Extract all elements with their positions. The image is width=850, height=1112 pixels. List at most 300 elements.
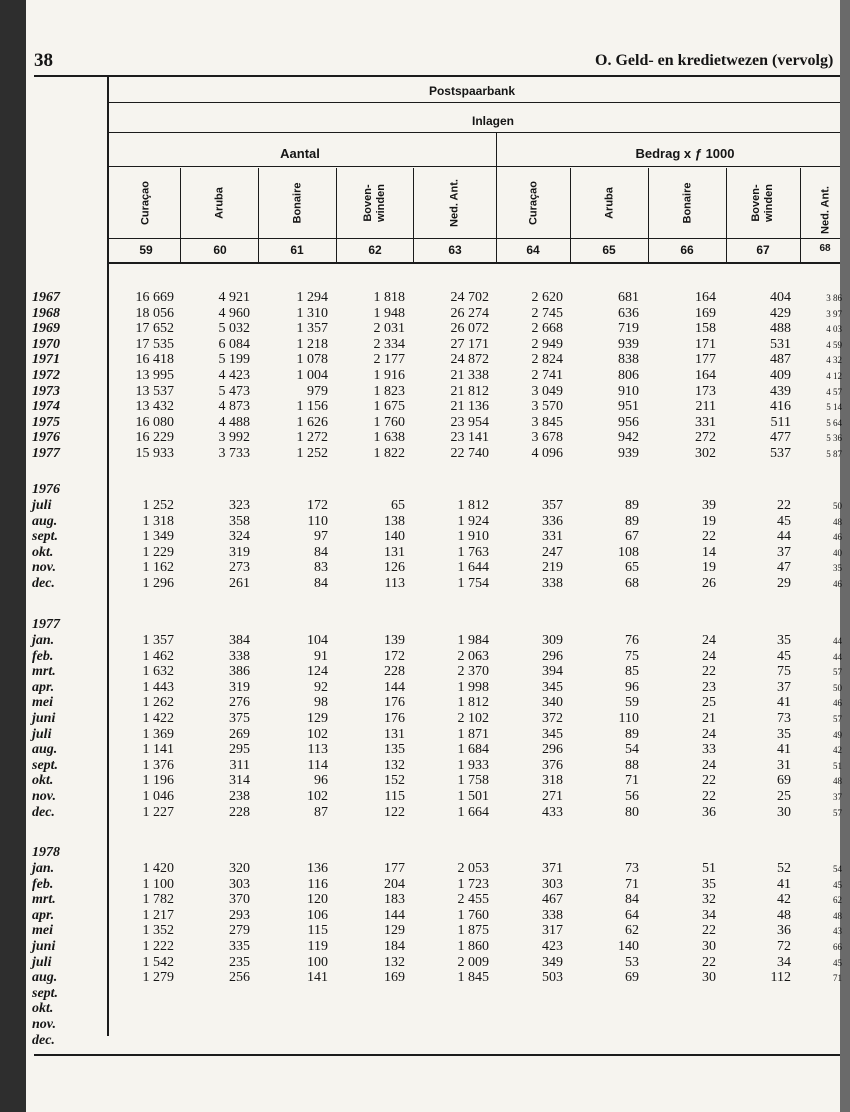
table-cell: 51 xyxy=(833,760,842,771)
table-cell: 73 xyxy=(625,861,639,876)
table-cell: 272 xyxy=(695,430,716,446)
table-cell: 204 xyxy=(384,876,405,892)
table-row xyxy=(0,514,850,530)
table-cell: 238 xyxy=(229,789,250,804)
table-cell: 323 xyxy=(229,498,250,513)
table-cell: 17 652 xyxy=(135,321,174,337)
col-sep xyxy=(648,168,649,262)
table-cell: 345 xyxy=(542,679,563,695)
table-cell: 27 171 xyxy=(450,336,489,352)
rule-under-aantal xyxy=(108,166,496,167)
row-label: juni xyxy=(32,939,56,954)
group-title: 1976 xyxy=(32,482,60,497)
col-label-aruba-bedrag: Aruba xyxy=(603,187,616,219)
row-label: sept. xyxy=(32,985,59,1001)
table-cell: 256 xyxy=(229,970,250,986)
table-cell: 45 xyxy=(777,648,791,664)
table-cell: 537 xyxy=(770,446,791,461)
table-cell: 4 03 xyxy=(826,324,842,335)
table-cell: 467 xyxy=(542,892,563,908)
table-cell: 96 xyxy=(625,679,639,695)
table-cell: 37 xyxy=(777,679,791,695)
table-cell: 1 760 xyxy=(373,414,405,430)
table-cell: 273 xyxy=(229,560,250,576)
table-cell: 335 xyxy=(229,939,250,954)
table-cell: 1 217 xyxy=(142,907,174,923)
col-sep xyxy=(726,168,727,262)
table-cell: 1 310 xyxy=(296,305,328,321)
col-label-nedant-bedrag: Ned. Ant. xyxy=(819,186,832,234)
table-cell: 30 xyxy=(777,804,791,820)
table-cell: 21 812 xyxy=(450,383,489,399)
table-cell: 22 xyxy=(702,789,716,804)
table-cell: 247 xyxy=(542,544,563,560)
table-cell: 50 xyxy=(833,501,842,511)
row-label: dec. xyxy=(32,804,55,820)
table-cell: 44 xyxy=(833,651,842,662)
table-cell: 22 xyxy=(702,664,716,680)
table-cell: 46 xyxy=(833,579,842,589)
table-cell: 2 370 xyxy=(457,664,489,680)
table-row xyxy=(0,633,850,649)
table-cell: 176 xyxy=(384,695,405,711)
table-cell: 1 376 xyxy=(142,757,174,773)
row-label: mei xyxy=(32,923,53,939)
top-rule xyxy=(34,75,840,77)
row-label: 1968 xyxy=(32,305,60,321)
table-cell: 36 xyxy=(777,923,791,939)
table-cell: 1 156 xyxy=(296,399,328,415)
row-label: 1971 xyxy=(32,352,60,368)
table-cell: 1 422 xyxy=(142,711,174,726)
table-cell: 169 xyxy=(695,305,716,321)
header-bedrag: Bedrag x ƒ 1000 xyxy=(635,146,735,161)
table-cell: 1 196 xyxy=(142,773,174,789)
table-row xyxy=(0,711,850,727)
table-row xyxy=(0,399,850,415)
table-cell: 71 xyxy=(625,773,639,789)
table-cell: 4 921 xyxy=(218,290,250,305)
table-cell: 1 542 xyxy=(142,954,174,970)
table-cell: 293 xyxy=(229,907,250,923)
row-label: 1970 xyxy=(32,336,60,352)
col-number: 61 xyxy=(290,243,304,257)
row-label: 1967 xyxy=(32,290,60,305)
table-cell: 1 162 xyxy=(142,560,174,576)
table-cell: 164 xyxy=(695,368,716,383)
table-cell: 45 xyxy=(777,513,791,529)
table-cell: 14 xyxy=(702,544,716,560)
table-cell: 16 080 xyxy=(135,414,174,430)
table-cell: 1 875 xyxy=(457,923,489,939)
table-cell: 141 xyxy=(307,970,328,986)
table-cell: 1 638 xyxy=(373,430,405,446)
table-cell: 48 xyxy=(833,910,842,921)
col-label-aruba-aantal: Aruba xyxy=(213,187,226,219)
table-cell: 112 xyxy=(770,970,791,986)
table-cell: 110 xyxy=(307,513,328,529)
table-cell: 1 845 xyxy=(457,970,489,986)
table-cell: 681 xyxy=(618,290,639,305)
table-cell: 228 xyxy=(384,664,405,680)
row-label: apr. xyxy=(32,679,55,695)
table-cell: 1 272 xyxy=(296,430,328,446)
table-cell: 129 xyxy=(384,923,405,939)
table-cell: 5 87 xyxy=(826,449,842,459)
table-cell: 113 xyxy=(384,576,405,591)
table-cell: 372 xyxy=(542,711,563,726)
table-cell: 2 031 xyxy=(373,321,405,337)
table-cell: 122 xyxy=(384,804,405,820)
table-cell: 2 063 xyxy=(457,648,489,664)
table-cell: 21 136 xyxy=(450,399,489,415)
table-cell: 42 xyxy=(833,745,842,756)
table-cell: 345 xyxy=(542,726,563,742)
table-cell: 22 xyxy=(702,954,716,970)
table-cell: 67 xyxy=(625,529,639,545)
col-sep xyxy=(413,168,414,262)
table-cell: 1 763 xyxy=(457,544,489,560)
table-cell: 120 xyxy=(307,892,328,908)
table-cell: 16 229 xyxy=(135,430,174,446)
table-cell: 57 xyxy=(833,667,842,678)
col-sep xyxy=(336,168,337,262)
table-cell: 296 xyxy=(542,742,563,758)
table-cell: 1 357 xyxy=(142,633,174,648)
table-row xyxy=(0,384,850,400)
table-cell: 54 xyxy=(833,864,842,874)
table-cell: 124 xyxy=(307,664,328,680)
col-number: 62 xyxy=(368,243,382,257)
table-cell: 1 760 xyxy=(457,907,489,923)
table-cell: 25 xyxy=(702,695,716,711)
table-cell: 37 xyxy=(777,544,791,560)
table-cell: 1 916 xyxy=(373,368,405,383)
table-cell: 16 418 xyxy=(135,352,174,368)
table-row xyxy=(0,290,850,306)
table-cell: 3 570 xyxy=(531,399,563,415)
table-cell: 311 xyxy=(229,757,250,773)
table-cell: 64 xyxy=(625,907,639,923)
table-cell: 36 xyxy=(702,804,716,820)
table-cell: 303 xyxy=(229,876,250,892)
table-cell: 910 xyxy=(618,383,639,399)
table-cell: 53 xyxy=(625,954,639,970)
table-cell: 3 845 xyxy=(531,414,563,430)
table-cell: 97 xyxy=(314,529,328,545)
table-cell: 3 733 xyxy=(218,446,250,461)
table-row xyxy=(0,908,850,924)
table-cell: 42 xyxy=(777,892,791,908)
table-row xyxy=(0,352,850,368)
row-label: 1969 xyxy=(32,321,60,337)
table-cell: 309 xyxy=(542,633,563,648)
table-cell: 32 xyxy=(702,892,716,908)
table-cell: 47 xyxy=(777,560,791,576)
group-title: 1977 xyxy=(32,617,60,632)
table-cell: 135 xyxy=(384,742,405,758)
table-cell: 30 xyxy=(702,970,716,986)
table-cell: 1 078 xyxy=(296,352,328,368)
table-cell: 176 xyxy=(384,711,405,726)
table-cell: 1 046 xyxy=(142,789,174,804)
table-cell: 429 xyxy=(770,305,791,321)
table-cell: 16 669 xyxy=(135,290,174,305)
table-cell: 48 xyxy=(777,907,791,923)
table-cell: 171 xyxy=(695,336,716,352)
table-row xyxy=(0,773,850,789)
table-cell: 172 xyxy=(384,648,405,664)
row-label: 1977 xyxy=(32,446,60,461)
row-label: feb. xyxy=(32,648,54,664)
table-cell: 34 xyxy=(702,907,716,923)
table-cell: 1 675 xyxy=(373,399,405,415)
table-cell: 19 xyxy=(702,560,716,576)
table-cell: 49 xyxy=(833,729,842,740)
table-row xyxy=(0,986,850,1002)
table-row xyxy=(0,337,850,353)
table-cell: 13 995 xyxy=(135,368,174,383)
table-cell: 35 xyxy=(777,726,791,742)
table-cell: 318 xyxy=(542,773,563,789)
row-label: nov. xyxy=(32,1017,56,1032)
table-cell: 40 xyxy=(833,547,842,558)
row-label: 1973 xyxy=(32,383,60,399)
table-row xyxy=(0,664,850,680)
table-cell: 89 xyxy=(625,726,639,742)
table-cell: 45 xyxy=(833,957,842,968)
table-cell: 98 xyxy=(314,695,328,711)
table-row xyxy=(0,939,850,955)
table-cell: 75 xyxy=(777,664,791,680)
table-cell: 5 199 xyxy=(218,352,250,368)
table-cell: 169 xyxy=(384,970,405,986)
table-cell: 56 xyxy=(625,789,639,804)
table-cell: 1 948 xyxy=(373,305,405,321)
table-cell: 80 xyxy=(625,804,639,820)
table-cell: 69 xyxy=(777,773,791,789)
table-cell: 951 xyxy=(618,399,639,415)
table-cell: 136 xyxy=(307,861,328,876)
table-cell: 43 xyxy=(833,926,842,937)
table-cell: 71 xyxy=(625,876,639,892)
table-cell: 5 473 xyxy=(218,383,250,399)
table-row xyxy=(0,321,850,337)
table-cell: 2 455 xyxy=(457,892,489,908)
group-title: 1978 xyxy=(32,845,60,860)
table-cell: 115 xyxy=(384,789,405,804)
table-cell: 1 318 xyxy=(142,513,174,529)
table-row xyxy=(0,368,850,384)
table-cell: 324 xyxy=(229,529,250,545)
table-cell: 3 97 xyxy=(826,308,842,319)
table-cell: 1 279 xyxy=(142,970,174,986)
table-cell: 1 782 xyxy=(142,892,174,908)
table-cell: 24 702 xyxy=(450,290,489,305)
col-label-nedant-aantal: Ned. Ant. xyxy=(448,179,461,227)
col-number: 64 xyxy=(526,243,540,257)
table-cell: 129 xyxy=(307,711,328,726)
col-number: 66 xyxy=(680,243,694,257)
table-cell: 1 684 xyxy=(457,742,489,758)
table-cell: 1 218 xyxy=(296,336,328,352)
table-cell: 116 xyxy=(307,876,328,892)
table-cell: 1 262 xyxy=(142,695,174,711)
table-cell: 349 xyxy=(542,954,563,970)
table-row xyxy=(0,805,850,821)
table-cell: 1 420 xyxy=(142,861,174,876)
table-cell: 65 xyxy=(625,560,639,576)
table-cell: 2 668 xyxy=(531,321,563,337)
rule-under-inlagen xyxy=(108,132,840,133)
table-cell: 164 xyxy=(695,290,716,305)
table-cell: 6 084 xyxy=(218,336,250,352)
table-cell: 24 xyxy=(702,726,716,742)
table-cell: 261 xyxy=(229,576,250,591)
table-cell: 45 xyxy=(833,879,842,890)
table-cell: 340 xyxy=(542,695,563,711)
row-label: dec. xyxy=(32,576,55,591)
table-cell: 376 xyxy=(542,757,563,773)
table-cell: 113 xyxy=(307,742,328,758)
table-cell: 433 xyxy=(542,804,563,820)
col-sep xyxy=(258,168,259,262)
table-cell: 1 349 xyxy=(142,529,174,545)
table-cell: 2 745 xyxy=(531,305,563,321)
table-cell: 358 xyxy=(229,513,250,529)
col-label-curacao-aantal: Curaçao xyxy=(139,180,152,226)
table-cell: 54 xyxy=(625,742,639,758)
table-cell: 838 xyxy=(618,352,639,368)
table-cell: 1 369 xyxy=(142,726,174,742)
table-cell: 22 xyxy=(702,529,716,545)
table-cell: 806 xyxy=(618,368,639,383)
table-cell: 1 357 xyxy=(296,321,328,337)
rule-under-colnums xyxy=(108,262,840,264)
table-cell: 370 xyxy=(229,892,250,908)
table-cell: 84 xyxy=(625,892,639,908)
table-cell: 2 620 xyxy=(531,290,563,305)
table-cell: 276 xyxy=(229,695,250,711)
row-label: jan. xyxy=(32,633,55,648)
table-cell: 22 xyxy=(702,923,716,939)
table-cell: 295 xyxy=(229,742,250,758)
table-cell: 302 xyxy=(695,446,716,461)
table-cell: 2 053 xyxy=(457,861,489,876)
table-cell: 34 xyxy=(777,954,791,970)
table-cell: 531 xyxy=(770,336,791,352)
table-cell: 24 xyxy=(702,633,716,648)
table-cell: 2 824 xyxy=(531,352,563,368)
table-cell: 409 xyxy=(770,368,791,383)
table-cell: 511 xyxy=(770,414,791,430)
table-cell: 132 xyxy=(384,757,405,773)
table-cell: 85 xyxy=(625,664,639,680)
table-cell: 386 xyxy=(229,664,250,680)
table-cell: 4 57 xyxy=(826,386,842,397)
table-cell: 37 xyxy=(833,792,842,802)
table-cell: 1 644 xyxy=(457,560,489,576)
table-cell: 338 xyxy=(542,576,563,591)
table-row xyxy=(0,446,850,462)
table-cell: 235 xyxy=(229,954,250,970)
table-cell: 26 072 xyxy=(450,321,489,337)
table-cell: 48 xyxy=(833,776,842,787)
table-cell: 4 096 xyxy=(531,446,563,461)
table-cell: 22 740 xyxy=(450,446,489,461)
table-cell: 24 xyxy=(702,757,716,773)
table-cell: 44 xyxy=(777,529,791,545)
table-cell: 131 xyxy=(384,726,405,742)
table-cell: 73 xyxy=(777,711,791,726)
table-cell: 25 xyxy=(777,789,791,804)
table-cell: 96 xyxy=(314,773,328,789)
table-cell: 1 871 xyxy=(457,726,489,742)
table-cell: 4 32 xyxy=(826,355,842,366)
table-cell: 22 xyxy=(702,773,716,789)
table-row xyxy=(0,923,850,939)
table-cell: 4 488 xyxy=(218,414,250,430)
table-cell: 51 xyxy=(702,861,716,876)
table-cell: 19 xyxy=(702,513,716,529)
col-number: 63 xyxy=(448,243,462,257)
table-cell: 23 141 xyxy=(450,430,489,446)
row-label: 1976 xyxy=(32,430,60,446)
row-label: juli xyxy=(32,498,52,513)
table-cell: 144 xyxy=(384,907,405,923)
row-label: juni xyxy=(32,711,56,726)
table-cell: 24 872 xyxy=(450,352,489,368)
table-cell: 219 xyxy=(542,560,563,576)
table-cell: 41 xyxy=(777,876,791,892)
table-cell: 35 xyxy=(833,563,842,574)
table-cell: 338 xyxy=(542,907,563,923)
table-cell: 279 xyxy=(229,923,250,939)
row-label: feb. xyxy=(32,876,54,892)
table-cell: 68 xyxy=(625,576,639,591)
table-cell: 2 741 xyxy=(531,368,563,383)
table-cell: 33 xyxy=(702,742,716,758)
table-cell: 423 xyxy=(542,939,563,954)
table-cell: 46 xyxy=(833,532,842,543)
table-cell: 404 xyxy=(770,290,791,305)
col-sep xyxy=(496,133,497,262)
rule-under-bank xyxy=(108,102,840,103)
col-number: 68 xyxy=(819,243,831,254)
table-cell: 384 xyxy=(229,633,250,648)
table-cell: 4 960 xyxy=(218,305,250,321)
table-cell: 1 004 xyxy=(296,368,328,383)
col-number: 59 xyxy=(139,243,153,257)
table-cell: 59 xyxy=(625,695,639,711)
table-cell: 477 xyxy=(770,430,791,446)
table-cell: 65 xyxy=(391,498,405,513)
table-cell: 76 xyxy=(625,633,639,648)
table-cell: 1 626 xyxy=(296,414,328,430)
table-cell: 119 xyxy=(307,939,328,954)
row-label: juli xyxy=(32,954,52,970)
table-cell: 89 xyxy=(625,513,639,529)
header-inlagen: Inlagen xyxy=(471,114,515,128)
table-cell: 115 xyxy=(307,923,328,939)
table-cell: 1 462 xyxy=(142,648,174,664)
row-label: aug. xyxy=(32,513,58,529)
table-cell: 942 xyxy=(618,430,639,446)
table-cell: 31 xyxy=(777,757,791,773)
table-cell: 5 64 xyxy=(826,417,842,428)
table-cell: 66 xyxy=(833,942,842,952)
col-sep xyxy=(180,168,181,262)
